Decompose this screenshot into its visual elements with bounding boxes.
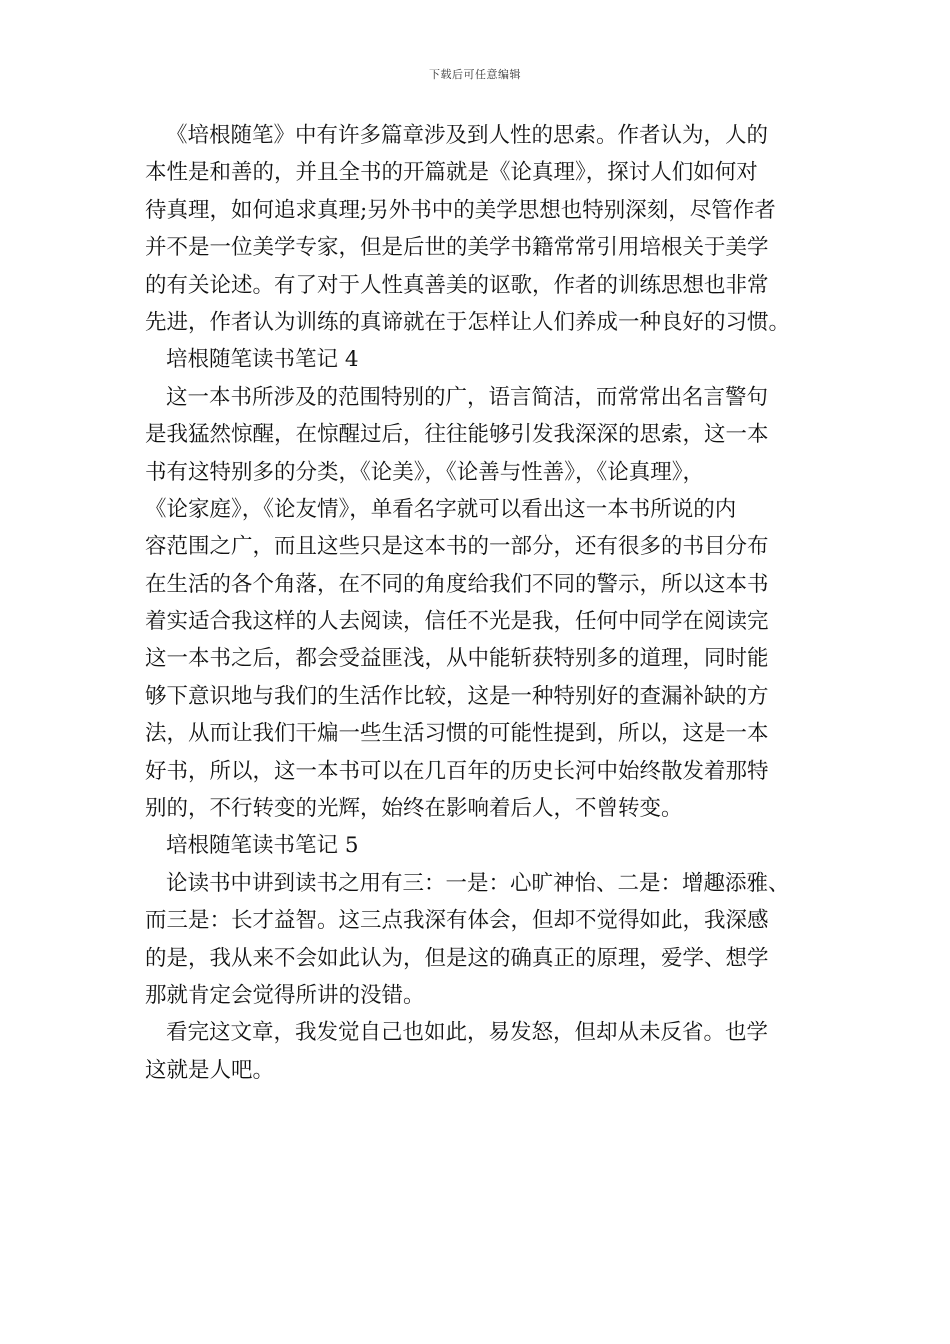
paragraph-line: 的有关论述。有了对于人性真善美的讴歌，作者的训练思想也非常 bbox=[145, 272, 769, 298]
paragraph-line: 而三是：长才益智。这三点我深有体会，但却不觉得如此，我深感 bbox=[145, 908, 769, 934]
paragraph-line: 那就肯定会觉得所讲的没错。 bbox=[145, 982, 425, 1008]
paragraph-line: 《培根随笔》中有许多篇章涉及到人性的思索。作者认为，人的 bbox=[166, 123, 769, 148]
paragraph-line: 《论家庭》，《论友情》，单看名字就可以看出这一本书所说的内 bbox=[145, 496, 737, 522]
paragraph-line: 这一本书所涉及的范围特别的广，语言简洁，而常常出名言警句 bbox=[166, 384, 769, 410]
document-body bbox=[145, 117, 809, 1089]
paragraph-line: 书有这特别多的分类，《论美》，《论善与性善》，《论真理》， bbox=[145, 459, 705, 485]
page-header: 下载后可任意编辑 bbox=[429, 68, 521, 81]
paragraph-line: 并不是一位美学专家，但是后世的美学书籍常常引用培根关于美学 bbox=[145, 235, 769, 261]
paragraph-line: 待真理，如何追求真理;另外书中的美学思想也特别深刻，尽管作者 bbox=[145, 197, 776, 223]
paragraph-line: 在生活的各个角落，在不同的角度给我们不同的警示，所以这本书 bbox=[145, 571, 769, 597]
paragraph-line: 容范围之广，而且这些只是这本书的一部分，还有很多的书目分布 bbox=[145, 534, 769, 560]
paragraph-line: 这就是人吧。 bbox=[145, 1057, 275, 1083]
paragraph-line: 先进，作者认为训练的真谛就在于怎样让人们养成一种良好的习惯。 bbox=[145, 309, 791, 335]
section-heading: 培根随笔读书笔记 4 bbox=[166, 347, 359, 373]
paragraph-line: 这一本书之后，都会受益匪浅，从中能斩获特别多的道理，同时能 bbox=[145, 646, 769, 672]
paragraph-line: 本性是和善的，并且全书的开篇就是《论真理》，探讨人们如何对 bbox=[145, 160, 758, 186]
paragraph-line: 是我猛然惊醒，在惊醒过后，往往能够引发我深深的思索，这一本 bbox=[145, 422, 769, 448]
section-heading: 培根随笔读书笔记 5 bbox=[166, 833, 359, 859]
paragraph-line: 看完这文章，我发觉自己也如此，易发怒，但却从未反省。也学 bbox=[166, 1020, 769, 1046]
paragraph-line: 的是，我从来不会如此认为，但是这的确真正的原理，爱学、想学 bbox=[145, 945, 769, 971]
paragraph-line: 别的，不行转变的光辉，始终在影响着后人，不曾转变。 bbox=[145, 796, 683, 822]
paragraph-line: 法，从而让我们干煸一些生活习惯的可能性提到，所以，这是一本 bbox=[145, 721, 769, 747]
paragraph-line: 着实适合我这样的人去阅读，信任不光是我，任何中同学在阅读完 bbox=[145, 609, 769, 635]
paragraph-line: 论读书中讲到读书之用有三：一是：心旷神怡、二是：增趣添雅、 bbox=[166, 870, 790, 896]
paragraph-line: 好书，所以，这一本书可以在几百年的历史长河中始终散发着那特 bbox=[145, 758, 769, 784]
paragraph-line: 够下意识地与我们的生活作比较，这是一种特别好的查漏补缺的方 bbox=[145, 683, 769, 709]
